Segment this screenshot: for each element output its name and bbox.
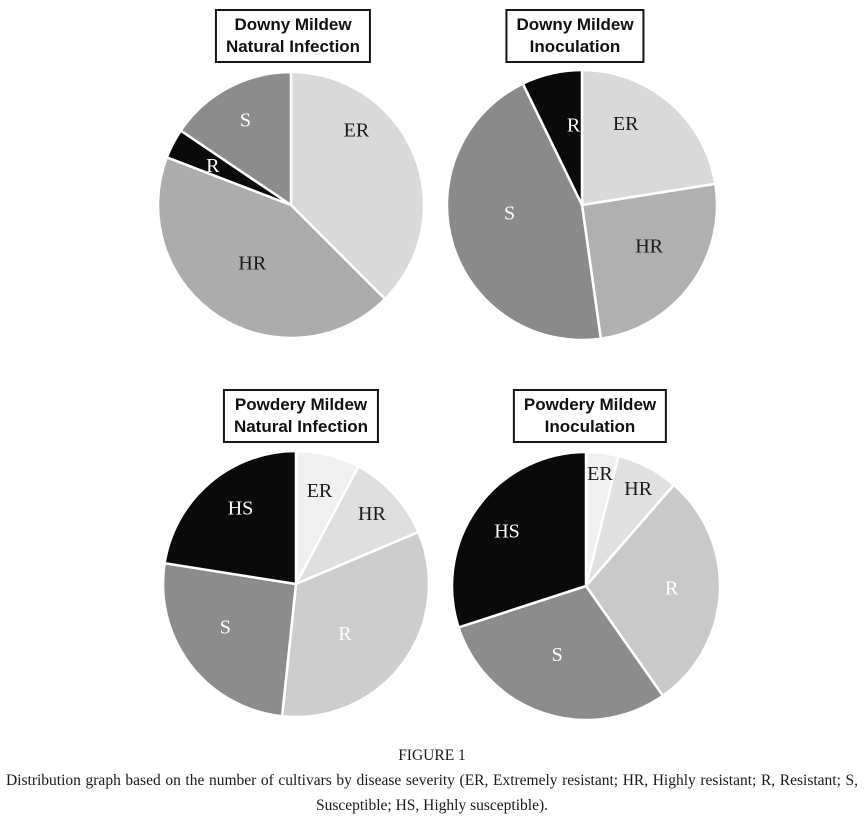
slice-label-hr: HR [238,252,267,275]
chart-title-line: Powdery Mildew [523,395,657,414]
chart-title-box [215,9,371,63]
slice-label-hr: HR [624,477,653,500]
chart-title-box [505,9,644,63]
slice-label-r: R [206,155,220,178]
chart-title-line: Powdery Mildew [234,395,368,414]
pie-powdery-mildew-natural-infection [156,444,436,724]
figure-label: FIGURE 1 [398,747,466,764]
figure-caption [0,744,864,818]
pie-slice-hr [582,184,717,339]
slice-label-s: S [551,643,563,666]
slice-label-r: R [566,114,581,137]
chart-title-line: Downy Mildew [516,15,634,34]
slice-label-hs: HS [494,520,520,543]
chart-title-line: Inoculation [529,36,621,56]
slice-label-er: ER [306,479,333,502]
slice-label-s: S [239,109,251,132]
chart-title-line: Natural Infection [225,36,361,56]
pie-slice-s [163,563,296,716]
slice-label-r: R [665,577,679,600]
chart-title-line: Inoculation [544,416,636,436]
figure-caption-text: Distribution graph based on the number of cultivars by disease severity (ER, Extremely resistant; HR, Highly resistant; R, Resistant; S, Susceptible; HS, Highly susceptible). [6,771,858,814]
slice-label-hs: HS [227,497,254,520]
chart-title-box [223,389,379,443]
chart-title-box [513,389,667,443]
pie-downy-mildew-natural-infection [151,65,431,345]
slice-label-er: ER [612,112,639,135]
pie-downy-mildew-inoculation [442,65,722,345]
slice-label-er: ER [343,119,370,142]
slice-label-er: ER [587,462,613,485]
slice-label-hr: HR [635,235,663,258]
slice-label-r: R [338,622,352,645]
chart-title-line: Natural Infection [233,416,369,436]
pie-powdery-mildew-inoculation [446,446,726,726]
slice-label-s: S [219,616,231,639]
pie-slice-er [582,70,715,205]
chart-title-line: Downy Mildew [234,15,352,34]
slice-label-hr: HR [358,503,386,526]
slice-label-s: S [503,202,516,225]
